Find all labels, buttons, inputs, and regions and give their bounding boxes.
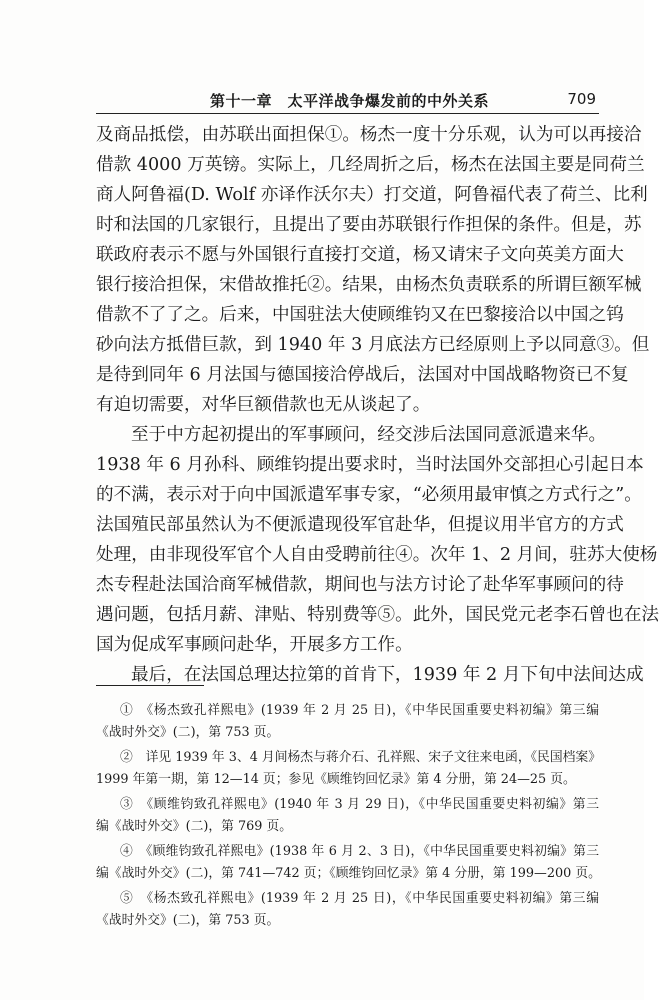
text-line: 有迫切需要，对华巨额借款也无从谈起了。 <box>96 395 431 415</box>
footnote-1 <box>96 700 599 744</box>
body-text <box>96 120 659 690</box>
text-line: 时和法国的几家银行，且提出了要由苏联银行作担保的条件。但是，苏 <box>96 215 642 235</box>
text-line: 的不满，表示对于向中国派遣军事专家，“必须用最审慎之方式行之”。 <box>96 485 642 505</box>
text-line: 杰专程赴法国洽商军械借款，期间也与法方讨论了赴华军事顾问的待 <box>96 575 624 595</box>
footnote-line: ③ 《顾维钧致孔祥熙电》(1940 年 3 月 29 日)，《中华民国重要史料初编》第三 <box>120 797 599 812</box>
footnote-3 <box>96 794 599 838</box>
chapter-title: 第十一章 太平洋战争爆发前的中外关系 <box>210 92 490 110</box>
text-line: 联政府表示不愿与外国银行直接打交道，杨又请宋子文向英美方面大 <box>96 245 624 265</box>
footnote-5 <box>96 888 599 932</box>
text-line: 处理，由非现役军官个人自由受聘前往④。次年 1、2 月间，驻苏大使杨 <box>96 545 658 565</box>
footnote-line: 1999 年第一期，第 12—14 页；参见《顾维钧回忆录》第 4 分册，第 24—25 页。 <box>96 772 576 787</box>
text-line: 是待到同年 6 月法国与德国接洽停战后，法国对中国战略物资已不复 <box>96 365 629 385</box>
text-line: 遇问题，包括月薪、津贴、特别费等⑤。此外，国民党元老李石曾也在法 <box>96 605 659 625</box>
text-line: 借款 4000 万英镑。实际上，几经周折之后，杨杰在法国主要是同荷兰 <box>96 155 645 175</box>
footnote-line: 《战时外交》(二)，第 753 页。 <box>96 725 280 740</box>
text-line: 商人阿鲁福(D. Wolf 亦译作沃尔夫）打交道，阿鲁福代表了荷兰、比利 <box>96 185 648 205</box>
text-line: 借款不了了之。后来，中国驻法大使顾维钧又在巴黎接洽以中国之钨 <box>96 305 624 325</box>
text-line: 砂向法方抵借巨款，到 1940 年 3 月底法方已经原则上予以同意③。但 <box>96 335 650 355</box>
page-number: 709 <box>567 90 596 108</box>
footnote-line: 《战时外交》(二)，第 753 页。 <box>96 913 280 928</box>
running-header <box>96 86 596 112</box>
text-line: 1938 年 6 月孙科、顾维钧提出要求时，当时法国外交部担心引起日本 <box>96 455 644 475</box>
paragraph-2 <box>96 420 659 660</box>
footnote-separator <box>96 685 204 686</box>
header-rule <box>96 113 599 114</box>
text-line: 国为促成军事顾问赴华，开展多方工作。 <box>96 635 413 655</box>
footnote-4 <box>96 841 599 885</box>
footnote-line: 编《战时外交》(二)，第 769 页。 <box>96 819 293 834</box>
footnotes <box>96 700 602 935</box>
footnote-line: 编《战时外交》(二)，第 741—742 页；《顾维钧回忆录》第 4 分册，第 199—200 页。 <box>96 866 601 881</box>
footnote-line: ⑤ 《杨杰致孔祥熙电》(1939 年 2 月 25 日)，《中华民国重要史料初编》第三编 <box>120 891 599 906</box>
text-line: 及商品抵偿，由苏联出面担保①。杨杰一度十分乐观，认为可以再接洽 <box>96 125 642 145</box>
footnote-2 <box>96 747 602 791</box>
paragraph-1 <box>96 120 650 420</box>
footnote-line: ② 详见 1939 年 3、4 月间杨杰与蒋介石、孔祥熙、宋子文往来电函，《民国档案》 <box>120 750 602 765</box>
text-line: 至于中方起初提出的军事顾问，经交涉后法国同意派遣来华。 <box>131 425 607 445</box>
text-line: 银行接洽担保，宋借故推托②。结果，由杨杰负责联系的所谓巨额军械 <box>96 275 642 295</box>
text-line: 法国殖民部虽然认为不便派遣现役军官赴华，但提议用半官方的方式 <box>96 515 624 535</box>
text-line: 最后，在法国总理达拉第的首肯下，1939 年 2 月下旬中法间达成 <box>131 665 644 685</box>
footnote-line: ① 《杨杰致孔祥熙电》(1939 年 2 月 25 日)，《中华民国重要史料初编》第三编 <box>120 703 599 718</box>
footnote-line: ④ 《顾维钧致孔祥熙电》(1938 年 6 月 2、3 日)，《中华民国重要史料初编》第三 <box>120 844 599 859</box>
